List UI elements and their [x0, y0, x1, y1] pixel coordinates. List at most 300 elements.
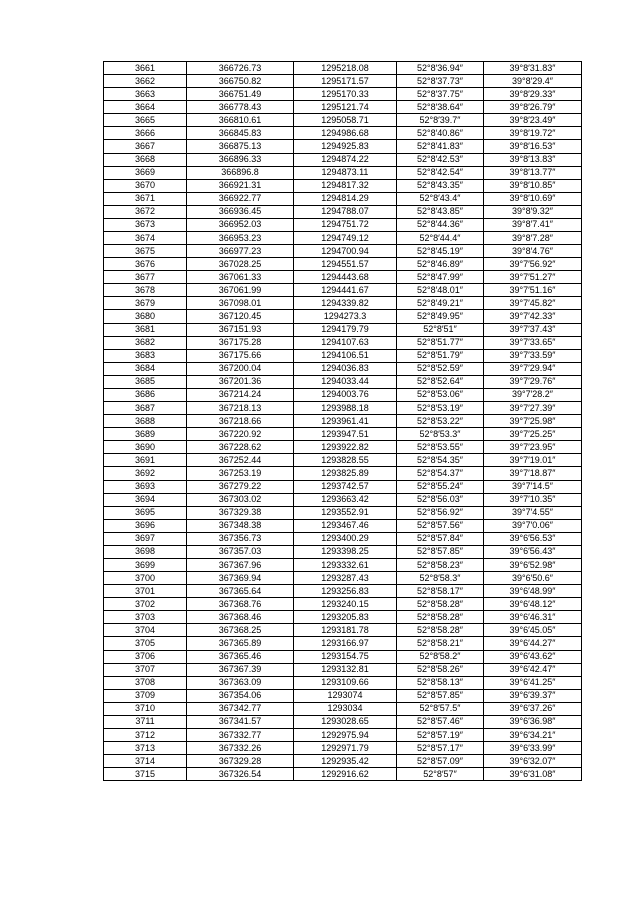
table-row — [104, 166, 582, 179]
table-row — [104, 650, 582, 663]
longitude-cell: 39°6′33.99″ — [484, 742, 582, 755]
longitude-cell: 39°8′29.33″ — [484, 88, 582, 101]
point-number-cell: 3698 — [104, 545, 187, 558]
table-row — [104, 676, 582, 689]
x-coordinate-cell: 367303.02 — [187, 493, 294, 506]
table-row — [104, 402, 582, 415]
longitude-cell: 39°7′33.59″ — [484, 349, 582, 362]
latitude-cell: 52°8′49.21″ — [397, 297, 484, 310]
y-coordinate-cell: 1294817.32 — [294, 179, 397, 192]
y-coordinate-cell: 1294874.22 — [294, 153, 397, 166]
longitude-cell: 39°8′13.83″ — [484, 153, 582, 166]
table-row — [104, 755, 582, 768]
latitude-cell: 52°8′55.24″ — [397, 480, 484, 493]
latitude-cell: 52°8′57.85″ — [397, 689, 484, 702]
x-coordinate-cell: 367367.96 — [187, 558, 294, 571]
latitude-cell: 52°8′43.35″ — [397, 179, 484, 192]
latitude-cell: 52°8′57.84″ — [397, 532, 484, 545]
longitude-cell: 39°6′56.43″ — [484, 545, 582, 558]
table-row — [104, 205, 582, 218]
latitude-cell: 52°8′41.83″ — [397, 140, 484, 153]
table-row — [104, 192, 582, 205]
latitude-cell: 52°8′57″ — [397, 768, 484, 781]
longitude-cell: 39°7′51.27″ — [484, 271, 582, 284]
longitude-cell: 39°7′37.43″ — [484, 323, 582, 336]
latitude-cell: 52°8′58.28″ — [397, 624, 484, 637]
point-number-cell: 3683 — [104, 349, 187, 362]
table-row — [104, 75, 582, 88]
point-number-cell: 3703 — [104, 611, 187, 624]
longitude-cell: 39°7′29.76″ — [484, 375, 582, 388]
longitude-cell: 39°8′26.79″ — [484, 101, 582, 114]
table-row — [104, 598, 582, 611]
longitude-cell: 39°7′27.39″ — [484, 402, 582, 415]
x-coordinate-cell: 367329.38 — [187, 506, 294, 519]
latitude-cell: 52°8′52.59″ — [397, 362, 484, 375]
latitude-cell: 52°8′53.55″ — [397, 441, 484, 454]
table-row — [104, 663, 582, 676]
table-row — [104, 140, 582, 153]
x-coordinate-cell: 366845.83 — [187, 127, 294, 140]
point-number-cell: 3682 — [104, 336, 187, 349]
x-coordinate-cell: 367028.25 — [187, 258, 294, 271]
y-coordinate-cell: 1293467.46 — [294, 519, 397, 532]
point-number-cell: 3689 — [104, 428, 187, 441]
table-row — [104, 715, 582, 728]
table-row — [104, 611, 582, 624]
x-coordinate-cell: 367369.94 — [187, 572, 294, 585]
latitude-cell: 52°8′57.5″ — [397, 702, 484, 715]
latitude-cell: 52°8′42.53″ — [397, 153, 484, 166]
point-number-cell: 3696 — [104, 519, 187, 532]
y-coordinate-cell: 1294179.79 — [294, 323, 397, 336]
point-number-cell: 3668 — [104, 153, 187, 166]
longitude-cell: 39°6′32.07″ — [484, 755, 582, 768]
table-row — [104, 768, 582, 781]
point-number-cell: 3661 — [104, 62, 187, 75]
table-row — [104, 519, 582, 532]
x-coordinate-cell: 367214.24 — [187, 388, 294, 401]
latitude-cell: 52°8′57.85″ — [397, 545, 484, 558]
point-number-cell: 3695 — [104, 506, 187, 519]
x-coordinate-cell: 367368.25 — [187, 624, 294, 637]
latitude-cell: 52°8′39.7″ — [397, 114, 484, 127]
point-number-cell: 3694 — [104, 493, 187, 506]
latitude-cell: 52°8′40.86″ — [397, 127, 484, 140]
y-coordinate-cell: 1294551.57 — [294, 258, 397, 271]
latitude-cell: 52°8′53.19″ — [397, 402, 484, 415]
table-row — [104, 545, 582, 558]
latitude-cell: 52°8′42.54″ — [397, 166, 484, 179]
latitude-cell: 52°8′58.17″ — [397, 585, 484, 598]
longitude-cell: 39°6′52.98″ — [484, 558, 582, 571]
y-coordinate-cell: 1294339.82 — [294, 297, 397, 310]
x-coordinate-cell: 367175.66 — [187, 349, 294, 362]
y-coordinate-cell: 1293205.83 — [294, 611, 397, 624]
point-number-cell: 3675 — [104, 245, 187, 258]
latitude-cell: 52°8′44.36″ — [397, 218, 484, 231]
x-coordinate-cell: 366726.73 — [187, 62, 294, 75]
longitude-cell: 39°7′51.16″ — [484, 284, 582, 297]
y-coordinate-cell: 1293961.41 — [294, 415, 397, 428]
x-coordinate-cell: 366953.23 — [187, 232, 294, 245]
y-coordinate-cell: 1293332.61 — [294, 558, 397, 571]
point-number-cell: 3680 — [104, 310, 187, 323]
y-coordinate-cell: 1293109.66 — [294, 676, 397, 689]
point-number-cell: 3712 — [104, 728, 187, 741]
point-number-cell: 3702 — [104, 598, 187, 611]
y-coordinate-cell: 1293240.15 — [294, 598, 397, 611]
longitude-cell: 39°7′28.2″ — [484, 388, 582, 401]
point-number-cell: 3663 — [104, 88, 187, 101]
y-coordinate-cell: 1294107.63 — [294, 336, 397, 349]
table-row — [104, 441, 582, 454]
table-row — [104, 179, 582, 192]
latitude-cell: 52°8′51″ — [397, 323, 484, 336]
table-row — [104, 218, 582, 231]
x-coordinate-cell: 366921.31 — [187, 179, 294, 192]
y-coordinate-cell: 1293166.97 — [294, 637, 397, 650]
table-row — [104, 310, 582, 323]
x-coordinate-cell: 366936.45 — [187, 205, 294, 218]
y-coordinate-cell: 1294003.76 — [294, 388, 397, 401]
latitude-cell: 52°8′57.09″ — [397, 755, 484, 768]
longitude-cell: 39°7′25.98″ — [484, 415, 582, 428]
latitude-cell: 52°8′52.64″ — [397, 375, 484, 388]
y-coordinate-cell: 1293552.91 — [294, 506, 397, 519]
point-number-cell: 3704 — [104, 624, 187, 637]
x-coordinate-cell: 366875.13 — [187, 140, 294, 153]
longitude-cell: 39°6′45.05″ — [484, 624, 582, 637]
longitude-cell: 39°6′43.62″ — [484, 650, 582, 663]
y-coordinate-cell: 1294751.72 — [294, 218, 397, 231]
latitude-cell: 52°8′36.94″ — [397, 62, 484, 75]
x-coordinate-cell: 367201.36 — [187, 375, 294, 388]
longitude-cell: 39°8′10.85″ — [484, 179, 582, 192]
y-coordinate-cell: 1293181.78 — [294, 624, 397, 637]
latitude-cell: 52°8′43.4″ — [397, 192, 484, 205]
coordinates-table-body — [104, 62, 582, 781]
point-number-cell: 3667 — [104, 140, 187, 153]
table-row — [104, 572, 582, 585]
point-number-cell: 3697 — [104, 532, 187, 545]
point-number-cell: 3665 — [104, 114, 187, 127]
x-coordinate-cell: 366977.23 — [187, 245, 294, 258]
longitude-cell: 39°6′48.12″ — [484, 598, 582, 611]
table-row — [104, 388, 582, 401]
y-coordinate-cell: 1293828.55 — [294, 454, 397, 467]
y-coordinate-cell: 1295170.33 — [294, 88, 397, 101]
x-coordinate-cell: 367357.03 — [187, 545, 294, 558]
point-number-cell: 3691 — [104, 454, 187, 467]
point-number-cell: 3681 — [104, 323, 187, 336]
longitude-cell: 39°7′0.06″ — [484, 519, 582, 532]
y-coordinate-cell: 1293400.29 — [294, 532, 397, 545]
y-coordinate-cell: 1294106.51 — [294, 349, 397, 362]
latitude-cell: 52°8′51.79″ — [397, 349, 484, 362]
latitude-cell: 52°8′57.56″ — [397, 519, 484, 532]
longitude-cell: 39°8′10.69″ — [484, 192, 582, 205]
latitude-cell: 52°8′37.73″ — [397, 75, 484, 88]
x-coordinate-cell: 367218.66 — [187, 415, 294, 428]
longitude-cell: 39°8′9.32″ — [484, 205, 582, 218]
y-coordinate-cell: 1295171.57 — [294, 75, 397, 88]
latitude-cell: 52°8′53.06″ — [397, 388, 484, 401]
x-coordinate-cell: 366896.33 — [187, 153, 294, 166]
point-number-cell: 3676 — [104, 258, 187, 271]
latitude-cell: 52°8′58.23″ — [397, 558, 484, 571]
table-row — [104, 585, 582, 598]
x-coordinate-cell: 367363.09 — [187, 676, 294, 689]
y-coordinate-cell: 1293663.42 — [294, 493, 397, 506]
table-row — [104, 375, 582, 388]
y-coordinate-cell: 1294700.94 — [294, 245, 397, 258]
x-coordinate-cell: 367354.06 — [187, 689, 294, 702]
table-row — [104, 454, 582, 467]
longitude-cell: 39°8′7.41″ — [484, 218, 582, 231]
point-number-cell: 3693 — [104, 480, 187, 493]
x-coordinate-cell: 367279.22 — [187, 480, 294, 493]
latitude-cell: 52°8′58.2″ — [397, 650, 484, 663]
y-coordinate-cell: 1294036.83 — [294, 362, 397, 375]
point-number-cell: 3709 — [104, 689, 187, 702]
x-coordinate-cell: 367175.28 — [187, 336, 294, 349]
table-row — [104, 742, 582, 755]
x-coordinate-cell: 367348.38 — [187, 519, 294, 532]
point-number-cell: 3700 — [104, 572, 187, 585]
x-coordinate-cell: 366810.61 — [187, 114, 294, 127]
latitude-cell: 52°8′49.95″ — [397, 310, 484, 323]
table-row — [104, 506, 582, 519]
x-coordinate-cell: 367332.26 — [187, 742, 294, 755]
x-coordinate-cell: 367061.33 — [187, 271, 294, 284]
y-coordinate-cell: 1294986.68 — [294, 127, 397, 140]
x-coordinate-cell: 366750.82 — [187, 75, 294, 88]
y-coordinate-cell: 1293287.43 — [294, 572, 397, 585]
table-row — [104, 467, 582, 480]
x-coordinate-cell: 367342.77 — [187, 702, 294, 715]
y-coordinate-cell: 1294873.11 — [294, 166, 397, 179]
point-number-cell: 3684 — [104, 362, 187, 375]
longitude-cell: 39°8′16.53″ — [484, 140, 582, 153]
longitude-cell: 39°7′42.33″ — [484, 310, 582, 323]
latitude-cell: 52°8′57.46″ — [397, 715, 484, 728]
table-row — [104, 480, 582, 493]
table-row — [104, 153, 582, 166]
point-number-cell: 3662 — [104, 75, 187, 88]
x-coordinate-cell: 367367.39 — [187, 663, 294, 676]
x-coordinate-cell: 367326.54 — [187, 768, 294, 781]
x-coordinate-cell: 367329.28 — [187, 755, 294, 768]
point-number-cell: 3688 — [104, 415, 187, 428]
longitude-cell: 39°7′19.01″ — [484, 454, 582, 467]
y-coordinate-cell: 1294814.29 — [294, 192, 397, 205]
point-number-cell: 3701 — [104, 585, 187, 598]
point-number-cell: 3699 — [104, 558, 187, 571]
table-row — [104, 349, 582, 362]
table-row — [104, 532, 582, 545]
latitude-cell: 52°8′53.3″ — [397, 428, 484, 441]
longitude-cell: 39°6′31.08″ — [484, 768, 582, 781]
latitude-cell: 52°8′58.21″ — [397, 637, 484, 650]
table-row — [104, 415, 582, 428]
x-coordinate-cell: 367151.93 — [187, 323, 294, 336]
longitude-cell: 39°6′34.21″ — [484, 728, 582, 741]
longitude-cell: 39°8′19.72″ — [484, 127, 582, 140]
y-coordinate-cell: 1293398.25 — [294, 545, 397, 558]
point-number-cell: 3687 — [104, 402, 187, 415]
longitude-cell: 39°8′4.76″ — [484, 245, 582, 258]
longitude-cell: 39°7′14.5″ — [484, 480, 582, 493]
table-row — [104, 624, 582, 637]
longitude-cell: 39°7′29.94″ — [484, 362, 582, 375]
latitude-cell: 52°8′54.37″ — [397, 467, 484, 480]
point-number-cell: 3677 — [104, 271, 187, 284]
longitude-cell: 39°7′45.82″ — [484, 297, 582, 310]
y-coordinate-cell: 1294033.44 — [294, 375, 397, 388]
longitude-cell: 39°7′25.25″ — [484, 428, 582, 441]
point-number-cell: 3713 — [104, 742, 187, 755]
point-number-cell: 3673 — [104, 218, 187, 231]
table-row — [104, 101, 582, 114]
point-number-cell: 3708 — [104, 676, 187, 689]
latitude-cell: 52°8′47.99″ — [397, 271, 484, 284]
table-row — [104, 232, 582, 245]
point-number-cell: 3686 — [104, 388, 187, 401]
latitude-cell: 52°8′58.28″ — [397, 598, 484, 611]
x-coordinate-cell: 366751.49 — [187, 88, 294, 101]
y-coordinate-cell: 1295218.08 — [294, 62, 397, 75]
latitude-cell: 52°8′53.22″ — [397, 415, 484, 428]
y-coordinate-cell: 1294749.12 — [294, 232, 397, 245]
longitude-cell: 39°6′44.27″ — [484, 637, 582, 650]
table-row — [104, 323, 582, 336]
point-number-cell: 3692 — [104, 467, 187, 480]
longitude-cell: 39°7′23.95″ — [484, 441, 582, 454]
point-number-cell: 3715 — [104, 768, 187, 781]
table-row — [104, 493, 582, 506]
x-coordinate-cell: 367365.46 — [187, 650, 294, 663]
latitude-cell: 52°8′58.3″ — [397, 572, 484, 585]
y-coordinate-cell: 1293825.89 — [294, 467, 397, 480]
table-row — [104, 114, 582, 127]
table-row — [104, 428, 582, 441]
longitude-cell: 39°7′18.87″ — [484, 467, 582, 480]
latitude-cell: 52°8′57.19″ — [397, 728, 484, 741]
x-coordinate-cell: 366896.8 — [187, 166, 294, 179]
point-number-cell: 3671 — [104, 192, 187, 205]
table-row — [104, 689, 582, 702]
y-coordinate-cell: 1294441.67 — [294, 284, 397, 297]
table-row — [104, 637, 582, 650]
table-row — [104, 245, 582, 258]
longitude-cell: 39°7′10.35″ — [484, 493, 582, 506]
point-number-cell: 3705 — [104, 637, 187, 650]
point-number-cell: 3710 — [104, 702, 187, 715]
y-coordinate-cell: 1292916.62 — [294, 768, 397, 781]
table-row — [104, 127, 582, 140]
x-coordinate-cell: 367120.45 — [187, 310, 294, 323]
point-number-cell: 3706 — [104, 650, 187, 663]
y-coordinate-cell: 1295121.74 — [294, 101, 397, 114]
latitude-cell: 52°8′45.19″ — [397, 245, 484, 258]
x-coordinate-cell: 366952.03 — [187, 218, 294, 231]
point-number-cell: 3669 — [104, 166, 187, 179]
x-coordinate-cell: 367098.01 — [187, 297, 294, 310]
x-coordinate-cell: 367332.77 — [187, 728, 294, 741]
y-coordinate-cell: 1293947.51 — [294, 428, 397, 441]
latitude-cell: 52°8′46.89″ — [397, 258, 484, 271]
latitude-cell: 52°8′58.13″ — [397, 676, 484, 689]
latitude-cell: 52°8′37.75″ — [397, 88, 484, 101]
latitude-cell: 52°8′56.92″ — [397, 506, 484, 519]
x-coordinate-cell: 367218.13 — [187, 402, 294, 415]
point-number-cell: 3714 — [104, 755, 187, 768]
longitude-cell: 39°6′46.31″ — [484, 611, 582, 624]
x-coordinate-cell: 367341.57 — [187, 715, 294, 728]
longitude-cell: 39°6′41.25″ — [484, 676, 582, 689]
y-coordinate-cell: 1293256.83 — [294, 585, 397, 598]
table-row — [104, 284, 582, 297]
point-number-cell: 3707 — [104, 663, 187, 676]
longitude-cell: 39°7′4.55″ — [484, 506, 582, 519]
latitude-cell: 52°8′38.64″ — [397, 101, 484, 114]
point-number-cell: 3711 — [104, 715, 187, 728]
point-number-cell: 3674 — [104, 232, 187, 245]
longitude-cell: 39°6′36.98″ — [484, 715, 582, 728]
coordinates-table — [103, 61, 582, 781]
latitude-cell: 52°8′51.77″ — [397, 336, 484, 349]
longitude-cell: 39°8′29.4″ — [484, 75, 582, 88]
x-coordinate-cell: 367356.73 — [187, 532, 294, 545]
y-coordinate-cell: 1292975.94 — [294, 728, 397, 741]
x-coordinate-cell: 367365.89 — [187, 637, 294, 650]
y-coordinate-cell: 1292935.42 — [294, 755, 397, 768]
longitude-cell: 39°6′39.37″ — [484, 689, 582, 702]
x-coordinate-cell: 367200.04 — [187, 362, 294, 375]
x-coordinate-cell: 367365.64 — [187, 585, 294, 598]
y-coordinate-cell: 1294925.83 — [294, 140, 397, 153]
longitude-cell: 39°8′31.83″ — [484, 62, 582, 75]
point-number-cell: 3670 — [104, 179, 187, 192]
table-row — [104, 297, 582, 310]
x-coordinate-cell: 367252.44 — [187, 454, 294, 467]
longitude-cell: 39°6′50.6″ — [484, 572, 582, 585]
longitude-cell: 39°8′13.77″ — [484, 166, 582, 179]
x-coordinate-cell: 367228.62 — [187, 441, 294, 454]
latitude-cell: 52°8′43.85″ — [397, 205, 484, 218]
y-coordinate-cell: 1292971.79 — [294, 742, 397, 755]
table-row — [104, 702, 582, 715]
table-row — [104, 362, 582, 375]
y-coordinate-cell: 1293074 — [294, 689, 397, 702]
y-coordinate-cell: 1294273.3 — [294, 310, 397, 323]
point-number-cell: 3664 — [104, 101, 187, 114]
y-coordinate-cell: 1294443.68 — [294, 271, 397, 284]
point-number-cell: 3678 — [104, 284, 187, 297]
y-coordinate-cell: 1295058.71 — [294, 114, 397, 127]
x-coordinate-cell: 367220.92 — [187, 428, 294, 441]
longitude-cell: 39°6′56.53″ — [484, 532, 582, 545]
x-coordinate-cell: 367253.19 — [187, 467, 294, 480]
table-row — [104, 728, 582, 741]
y-coordinate-cell: 1293988.18 — [294, 402, 397, 415]
latitude-cell: 52°8′58.28″ — [397, 611, 484, 624]
table-row — [104, 88, 582, 101]
longitude-cell: 39°7′56.92″ — [484, 258, 582, 271]
x-coordinate-cell: 367368.46 — [187, 611, 294, 624]
y-coordinate-cell: 1293154.75 — [294, 650, 397, 663]
